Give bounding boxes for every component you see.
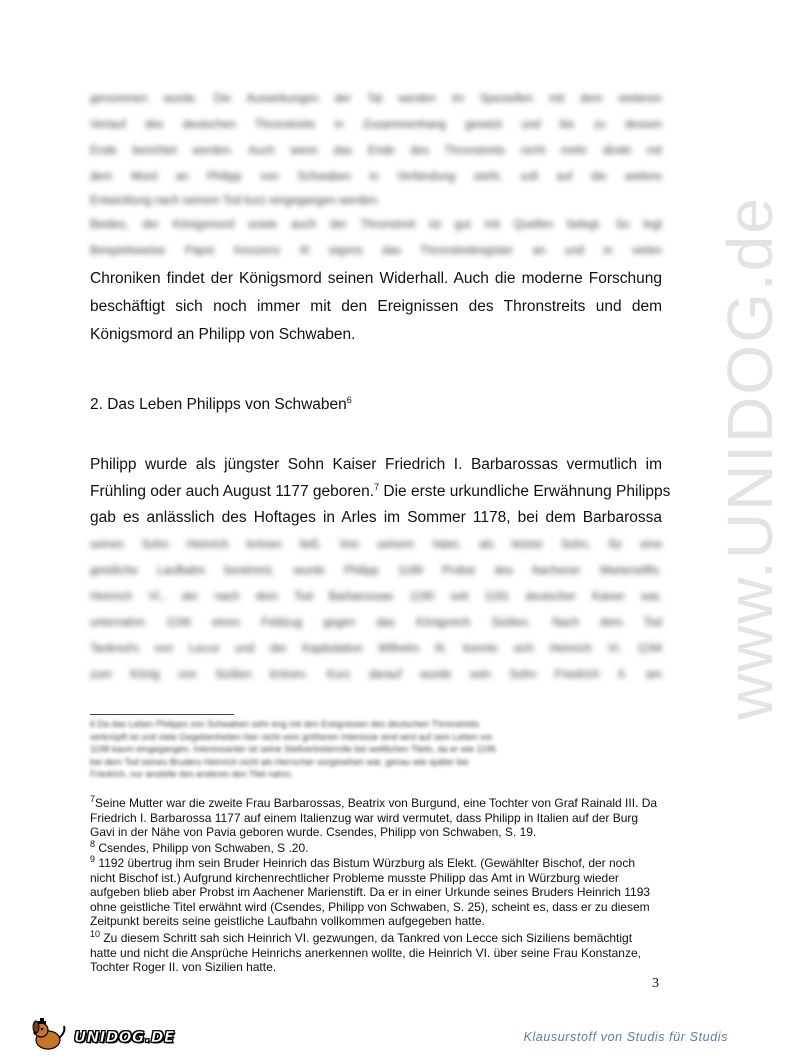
section-heading-text: 2. Das Leben Philipps von Schwaben	[90, 396, 347, 413]
blurred-line: seinen Sohn Heinrich krönen ließ. Von seinem Vater, als letzter Sohn, für eine	[90, 539, 662, 551]
blurred-line: Heinrich VI., der nach dem Tod Barbarossas 1190 seit 1191 deutscher Kaiser war,	[90, 591, 662, 603]
blurred-line: geistliche Laufbahn bestimmt, wurde Philipp 1189 Probst des Aachener Marienstifts.	[90, 565, 662, 577]
dog-icon	[28, 1018, 74, 1052]
section-heading	[90, 396, 352, 414]
body-line: gab es anlässlich des Hoftages in Arles im Sommer 1178, bei dem Barbarossa	[90, 509, 662, 526]
footnote-ref: 7	[374, 481, 380, 492]
blurred-line: Verlauf des deutschen Thronstreits in Zusammenhang gesetzt und bis zu dessen	[90, 119, 662, 131]
blurred-footnote-line: bei dem Tod seines Bruders Heinrich nicht als Herrscher vorgesehen war, genau wie später bei	[90, 756, 469, 767]
footnote-separator	[90, 714, 234, 715]
footnote-10	[90, 931, 662, 975]
blurred-footnote-line: Friedrich, nur anstelle des anderen den Titel nahm.	[90, 769, 294, 779]
footnote-ref: 6	[346, 394, 352, 405]
footnote-number: 10	[90, 929, 101, 939]
blurred-footnote-line: verknüpft ist und viele Gegebenheiten hier nicht vom größeren Interesse sind wird auf sein Leben vor	[90, 731, 493, 742]
footnote-text: 1192 übertrug ihm sein Bruder Heinrich das Bistum Würzburg als Elekt. (Gewählter Bischof, der noch nicht Bischof ist.) Aufgrund kirchenrechtlicher Probleme musste Philipp das Amt in Würzburg wieder aufgeben blieb aber Probst im Aachener Marienstift. Da er in einer Urkunde seines Bruders Heinrich 1193 ohne geistliche Titel erwähnt wird (Csendes, Philipp von Schwaben, S. 25), scheint es, dass er zu diesem Zeitpunkt bereits seine geistliche Laufbahn vollkommen aufgegeben hatte.	[90, 856, 651, 929]
footnote-number: 8	[90, 839, 96, 849]
intro-line: beschäftigt sich noch immer mit den Ereignissen des Thronstreits und dem	[90, 298, 662, 315]
page-footer	[0, 1010, 750, 1060]
blurred-line: Entwicklung nach seinem Tod kurz eingegangen werden.	[90, 195, 381, 207]
blurred-line: zum König von Sizilien krönen. Kurz darauf wurde sein Sohn Friedrich II. am	[90, 669, 662, 681]
unidog-logo	[28, 1018, 188, 1052]
blurred-line: dem Mord an Philipp von Schwaben in Verbindung steht, soll auf die weitere	[90, 171, 662, 183]
blurred-footnote-line: 6 Da das Leben Philipps von Schwaben sehr eng mit den Ereignissen des deutschen Thronstreits	[90, 719, 480, 729]
blurred-line: Beispielsweise Papst Innozenz III eigens das Thronstreitregister an und in vielen	[90, 245, 662, 257]
footnote-text: Csendes, Philipp von Schwaben, S .20.	[95, 841, 309, 855]
logo-text: UNIDOG.DE	[74, 1028, 175, 1046]
footnote-text: Zu diesem Schritt sah sich Heinrich VI. gezwungen, da Tankred von Lecce sich Siziliens bemächtigt hatte und nicht die Ansprüche Heinrichs anerkennen wollte, die Heinrich VI. über seine Frau Konstanze, Tochter Roger II. von Sizilien hatte.	[90, 931, 641, 975]
blurred-line: Ende berichtet werden. Auch wenn das Ende des Thronstreits nicht mehr direkt mit	[90, 145, 662, 157]
blurred-footnote-line: 1198 kaum eingegangen. Interessanter ist seine Stellvertreterrolle bei weltlichen Titeln, da er wie 1196	[90, 744, 496, 754]
page-number: 3	[652, 976, 659, 991]
intro-line: Chroniken findet der Königsmord seinen Widerhall. Auch die moderne Forschung	[90, 270, 662, 287]
blurred-line: Tankred's von Lecce und der Kapitulation Wilhelm III. konnte sich Heinrich VI. 1194	[90, 643, 662, 655]
body-text: Die erste urkundliche Erwähnung Philipps	[379, 483, 671, 500]
body-text: Frühling oder auch August 1177 geboren.	[90, 483, 375, 500]
watermark: www.UNIDOG.de	[714, 196, 786, 720]
intro-line: Königsmord an Philipp von Schwaben.	[90, 326, 356, 343]
footnote-number: 9	[90, 854, 96, 864]
body-line: Philipp wurde als jüngster Sohn Kaiser Friedrich I. Barbarossas vermutlich im	[90, 456, 662, 473]
blurred-line: genommen wurde. Die Auswirkungen der Tat werden im Speziellen mit dem weiteren	[90, 93, 662, 105]
footnote-number: 7	[90, 794, 96, 804]
blurred-line: Beides, der Königsmord sowie auch der Thronstreit ist gut mit Quellen belegt. So legt	[90, 219, 662, 231]
footnote-7	[90, 796, 662, 840]
footer-tagline: Klausurstoff von Studis für Studis	[523, 1030, 728, 1044]
footnote-9	[90, 856, 662, 929]
body-line	[90, 479, 671, 505]
blurred-line: unternahm 1194 einen Feldzug gegen das Königreich Sizilien. Nach dem Tod	[90, 617, 662, 629]
footnote-6-blurred	[90, 718, 662, 781]
footnote-8	[90, 841, 662, 856]
footnote-text: Seine Mutter war die zweite Frau Barbarossas, Beatrix von Burgund, eine Tochter von Graf Rainald III. Da Friedrich I. Barbarossa 1177 auf einem Italienzug war wird vermutet, dass Philipp in Italien auf der Burg Gavi in der Nähe von Pavia geboren wurde. Csendes, Philipp von Schwaben, S. 19.	[90, 796, 658, 840]
